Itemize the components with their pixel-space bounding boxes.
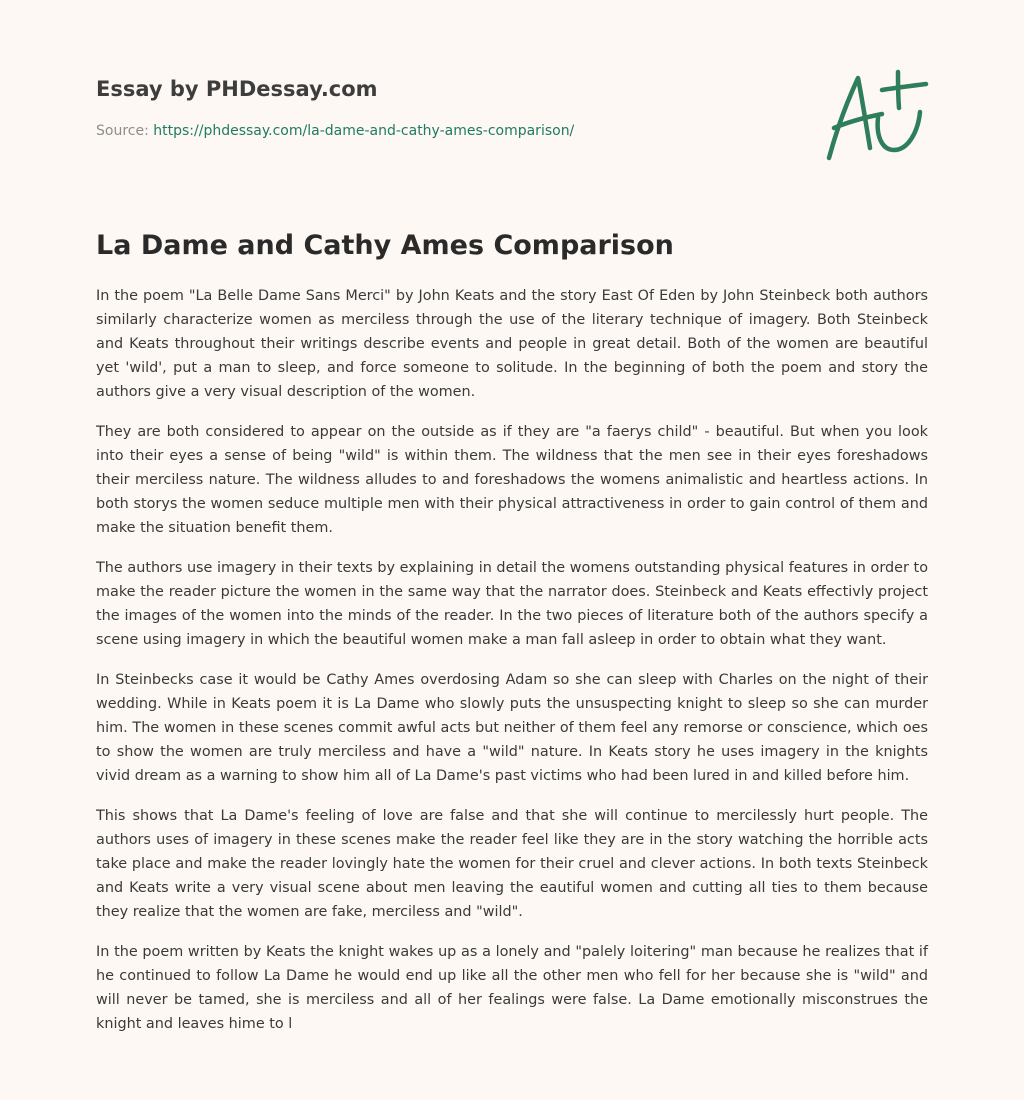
paragraph-4: In Steinbecks case it would be Cathy Ames overdosing Adam so she can sleep with Charles on the night of their wedding. While in Keats poem it is La Dame who slowly puts the unsuspecting knight to sleep so she can murder him. The women in these scenes commit awful acts but neither of them feel any remorse or conscience, which oes to show the women are truly merciless and have a "wild" nature. In Keats story he uses imagery in the knights vivid dream as a warning to show him all of La Dame's past victims who had been lured in and killed before him. — [96, 672, 928, 784]
essay-header — [96, 74, 926, 142]
source-line — [96, 120, 926, 142]
article-body — [96, 284, 928, 1052]
paragraph-5: This shows that La Dame's feeling of love are false and that she will continue to mercilessly hurt people. The authors uses of imagery in these scenes make the reader feel like they are in the story watching the horrible acts take place and make the reader lovingly hate the women for their cruel and clever actions. In both texts Steinbeck and Keats write a very visual scene about men leaving the eautiful women and cutting all ties to them because they realize that the women are fake, merciless and "wild". — [96, 808, 928, 920]
site-brand: Essay by PHDessay.com — [96, 77, 378, 101]
paragraph-1: In the poem "La Belle Dame Sans Merci" by John Keats and the story East Of Eden by John Steinbeck both authors similarly characterize women as merciless through the use of the literary technique of imagery. Both Steinbeck and Keats throughout their writings describe events and people in great detail. Both of the women are beautiful yet 'wild', put a man to sleep, and force someone to solitude. In the beginning of both the poem and story the authors give a very visual description of the women. — [96, 288, 928, 400]
a-plus-logo-icon — [822, 66, 932, 166]
paragraph-3: The authors use imagery in their texts by explaining in detail the womens outstanding physical features in order to make the reader picture the women in the same way that the narrator does. Steinbeck and Keats effectivly project the images of the women into the minds of the reader. In the two pieces of literature both of the authors specify a scene using imagery in which the beautiful women make a man fall asleep in order to obtain what they want. — [96, 560, 928, 648]
article-title: La Dame and Cathy Ames Comparison — [96, 230, 674, 261]
paragraph-6: In the poem written by Keats the knight wakes up as a lonely and "palely loitering" man because he realizes that if he continued to follow La Dame he would end up like all the other men who fell for her because she is "wild" and will never be tamed, she is merciless and all of her fealings were false. La Dame emotionally misconstrues the knight and leaves hime to l — [96, 944, 928, 1032]
paragraph-2: They are both considered to appear on the outside as if they are "a faerys child" - beautiful. But when you look into their eyes a sense of being "wild" is within them. The wildness that the men see in their eyes foreshadows their merciless nature. The wildness alludes to and foreshadows the womens animalistic and heartless actions. In both storys the women seduce multiple men with their physical attractiveness in order to gain control of them and make the situation benefit them. — [96, 424, 928, 536]
source-label: Source: — [96, 123, 149, 139]
source-link[interactable]: https://phdessay.com/la-dame-and-cathy-ames-comparison/ — [153, 123, 575, 139]
